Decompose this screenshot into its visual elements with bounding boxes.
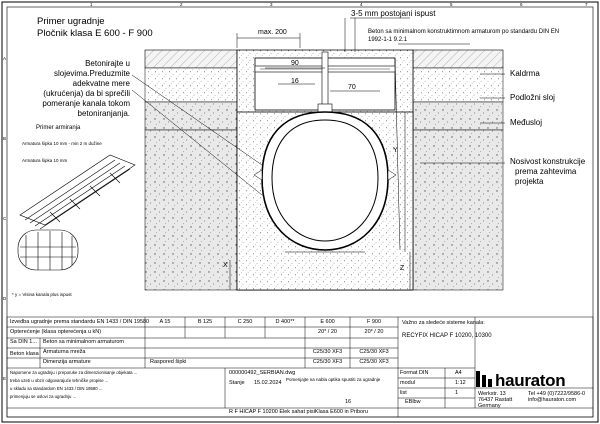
note-reinforcement-example: Primer armiranja [36,125,81,131]
format-label: Format DIN [400,370,429,376]
company-email: info@hauraton.com [528,397,577,403]
format-value: A4 [455,370,462,376]
spec-label-4: Raspored šipki [150,359,187,365]
col-mark: 3 [270,2,273,7]
note-top-gap: 3-5 mm postojani ispust [351,9,436,18]
grade-e-1: C25/30 XF3 [312,349,343,355]
spec-label-2: Armaturna mreža [43,349,86,355]
footnote: * y = Visina kanala plus ispust [12,292,72,297]
remark-4: primenjuju se uslovi za ugradnju ... [10,394,77,399]
col-mark: 1 [90,2,93,7]
class-a15: A 15 [159,319,171,325]
hauraton-logo-icon [476,371,493,387]
sheet-number: 16 [345,399,352,405]
layer-sub: Međusloj [510,118,543,127]
note-concreting-5: pomeranje kanala tokom [42,99,130,108]
dim-y: Y [393,147,398,154]
grade-f-1: C25/30 XF3 [359,349,389,355]
row-mark: B [3,136,7,141]
note-concreting-1: Betonirajte u [85,59,130,68]
note-concreting-2: slojevima.Preduzmite [53,69,130,78]
sub-left-2: Beton klasa [10,351,39,357]
col-mark: 6 [520,2,523,7]
dim-16: 16 [291,78,299,85]
suitable-for-value: RECYFIX HICAP F 10200, 10300 [402,333,492,339]
scale-value: 1:12 [455,380,466,386]
row-mark: D [3,296,7,301]
remark-1: Napomene za ugradnju i preporuke za dimenzionisanje objekata ... [10,370,138,375]
suitable-for-label: Važno za sledeće sisteme kanala: [402,320,485,326]
drawing-subtitle: Pločnik klasa E 600 - F 900 [37,28,153,39]
note-concreting-6: betoniranjanja. [77,109,130,118]
company-logo: hauraton [495,371,566,390]
note-concreting-3: adekvatne mere [72,79,130,88]
value-f900: 20* / 20 [364,329,384,335]
note-concrete-2: 1992-1-1 9.2.1 [368,37,408,43]
grade-f-2: C25/30 XF3 [359,359,389,365]
note-concreting-4: (ukrućenja) da bi sprečili [43,89,130,98]
layer-load-1: Nosivost konstrukcije [510,157,586,166]
bottom-bar-text: R F HICAP F 10200 Elek sahat pisiKlasa E600 in Priboru [229,409,368,415]
note-label: Pomenjajte na nabla optika spustiti za ugradnje [286,377,381,382]
value-e600: 20* / 20 [318,329,337,335]
scale-label: modul [400,380,415,386]
layer-load-2: prema zahtevima [515,167,577,176]
company-address-3: Germany [478,403,501,409]
class-e600: E 600 [320,319,335,325]
company-address-2: 76437 Rastatt [478,397,513,403]
company-address-1: Werkstr. 13 [478,391,506,397]
remark-3: u skladu sa standardom EN 1433 / DIN 19580 ... [10,386,103,391]
col-mark: 5 [450,2,453,7]
sheet-value: 1 [455,390,459,396]
note-rebar-2: Armatura šipka 10 mm [22,158,68,163]
company-phone: Tel +49 (0)7222/9586-0 [528,391,586,397]
layer-load-3: projekta [515,177,544,186]
grade-e-2: C25/30 XF3 [312,359,343,365]
dim-x: X [223,262,228,269]
col-mark: 4 [360,2,363,7]
language-code: EBlbw [405,399,421,405]
row-mark: C [3,216,7,221]
tb-row2-label: Opterećenje (klasa opterećenja u kN) [10,329,102,335]
drawing-number: 000000492_SERBIAN.dwg [229,370,296,376]
dim-70: 70 [348,84,356,91]
status-label: Stanje [229,380,245,386]
class-c250: C 250 [237,319,253,325]
row-mark: A [3,56,7,61]
drawing-title: Primer ugradnje [37,16,105,27]
class-d400: D 400** [275,319,295,325]
remark-2: treba uzeti u obzir odgovarajuće tehničke propise ... [10,378,109,383]
note-concrete-1: Beton sa minimalnom konstruktimnom armaturom po standardu DIN EN [368,29,560,35]
sheet-label: list [400,390,407,396]
class-f900: F 900 [366,319,382,325]
spec-label-3: Dimenzija armature [43,359,91,365]
layer-base: Podložni sloj [510,93,555,102]
dim-max-width: max. 200 [258,29,287,36]
tb-row1-label: Izvedba ugradnje prema standardu EN 1433 / DIN 19580 [10,319,150,325]
spec-label-1: Beton sa minimalnom armaturom [43,339,125,345]
sub-left-1: Sa DIN 1... [10,339,37,345]
col-mark: 2 [180,2,183,7]
layer-paving: Kaldrma [510,69,540,78]
col-mark: 7 [585,2,588,7]
status-date: 15.02.2024 [254,380,282,386]
dim-90: 90 [291,60,299,67]
note-rebar-1: Armatura šipka 10 mm - min 2 m dužine [22,141,102,146]
class-b125: B 125 [197,319,213,325]
dim-z: Z [400,265,405,272]
row-mark: E [3,376,7,381]
